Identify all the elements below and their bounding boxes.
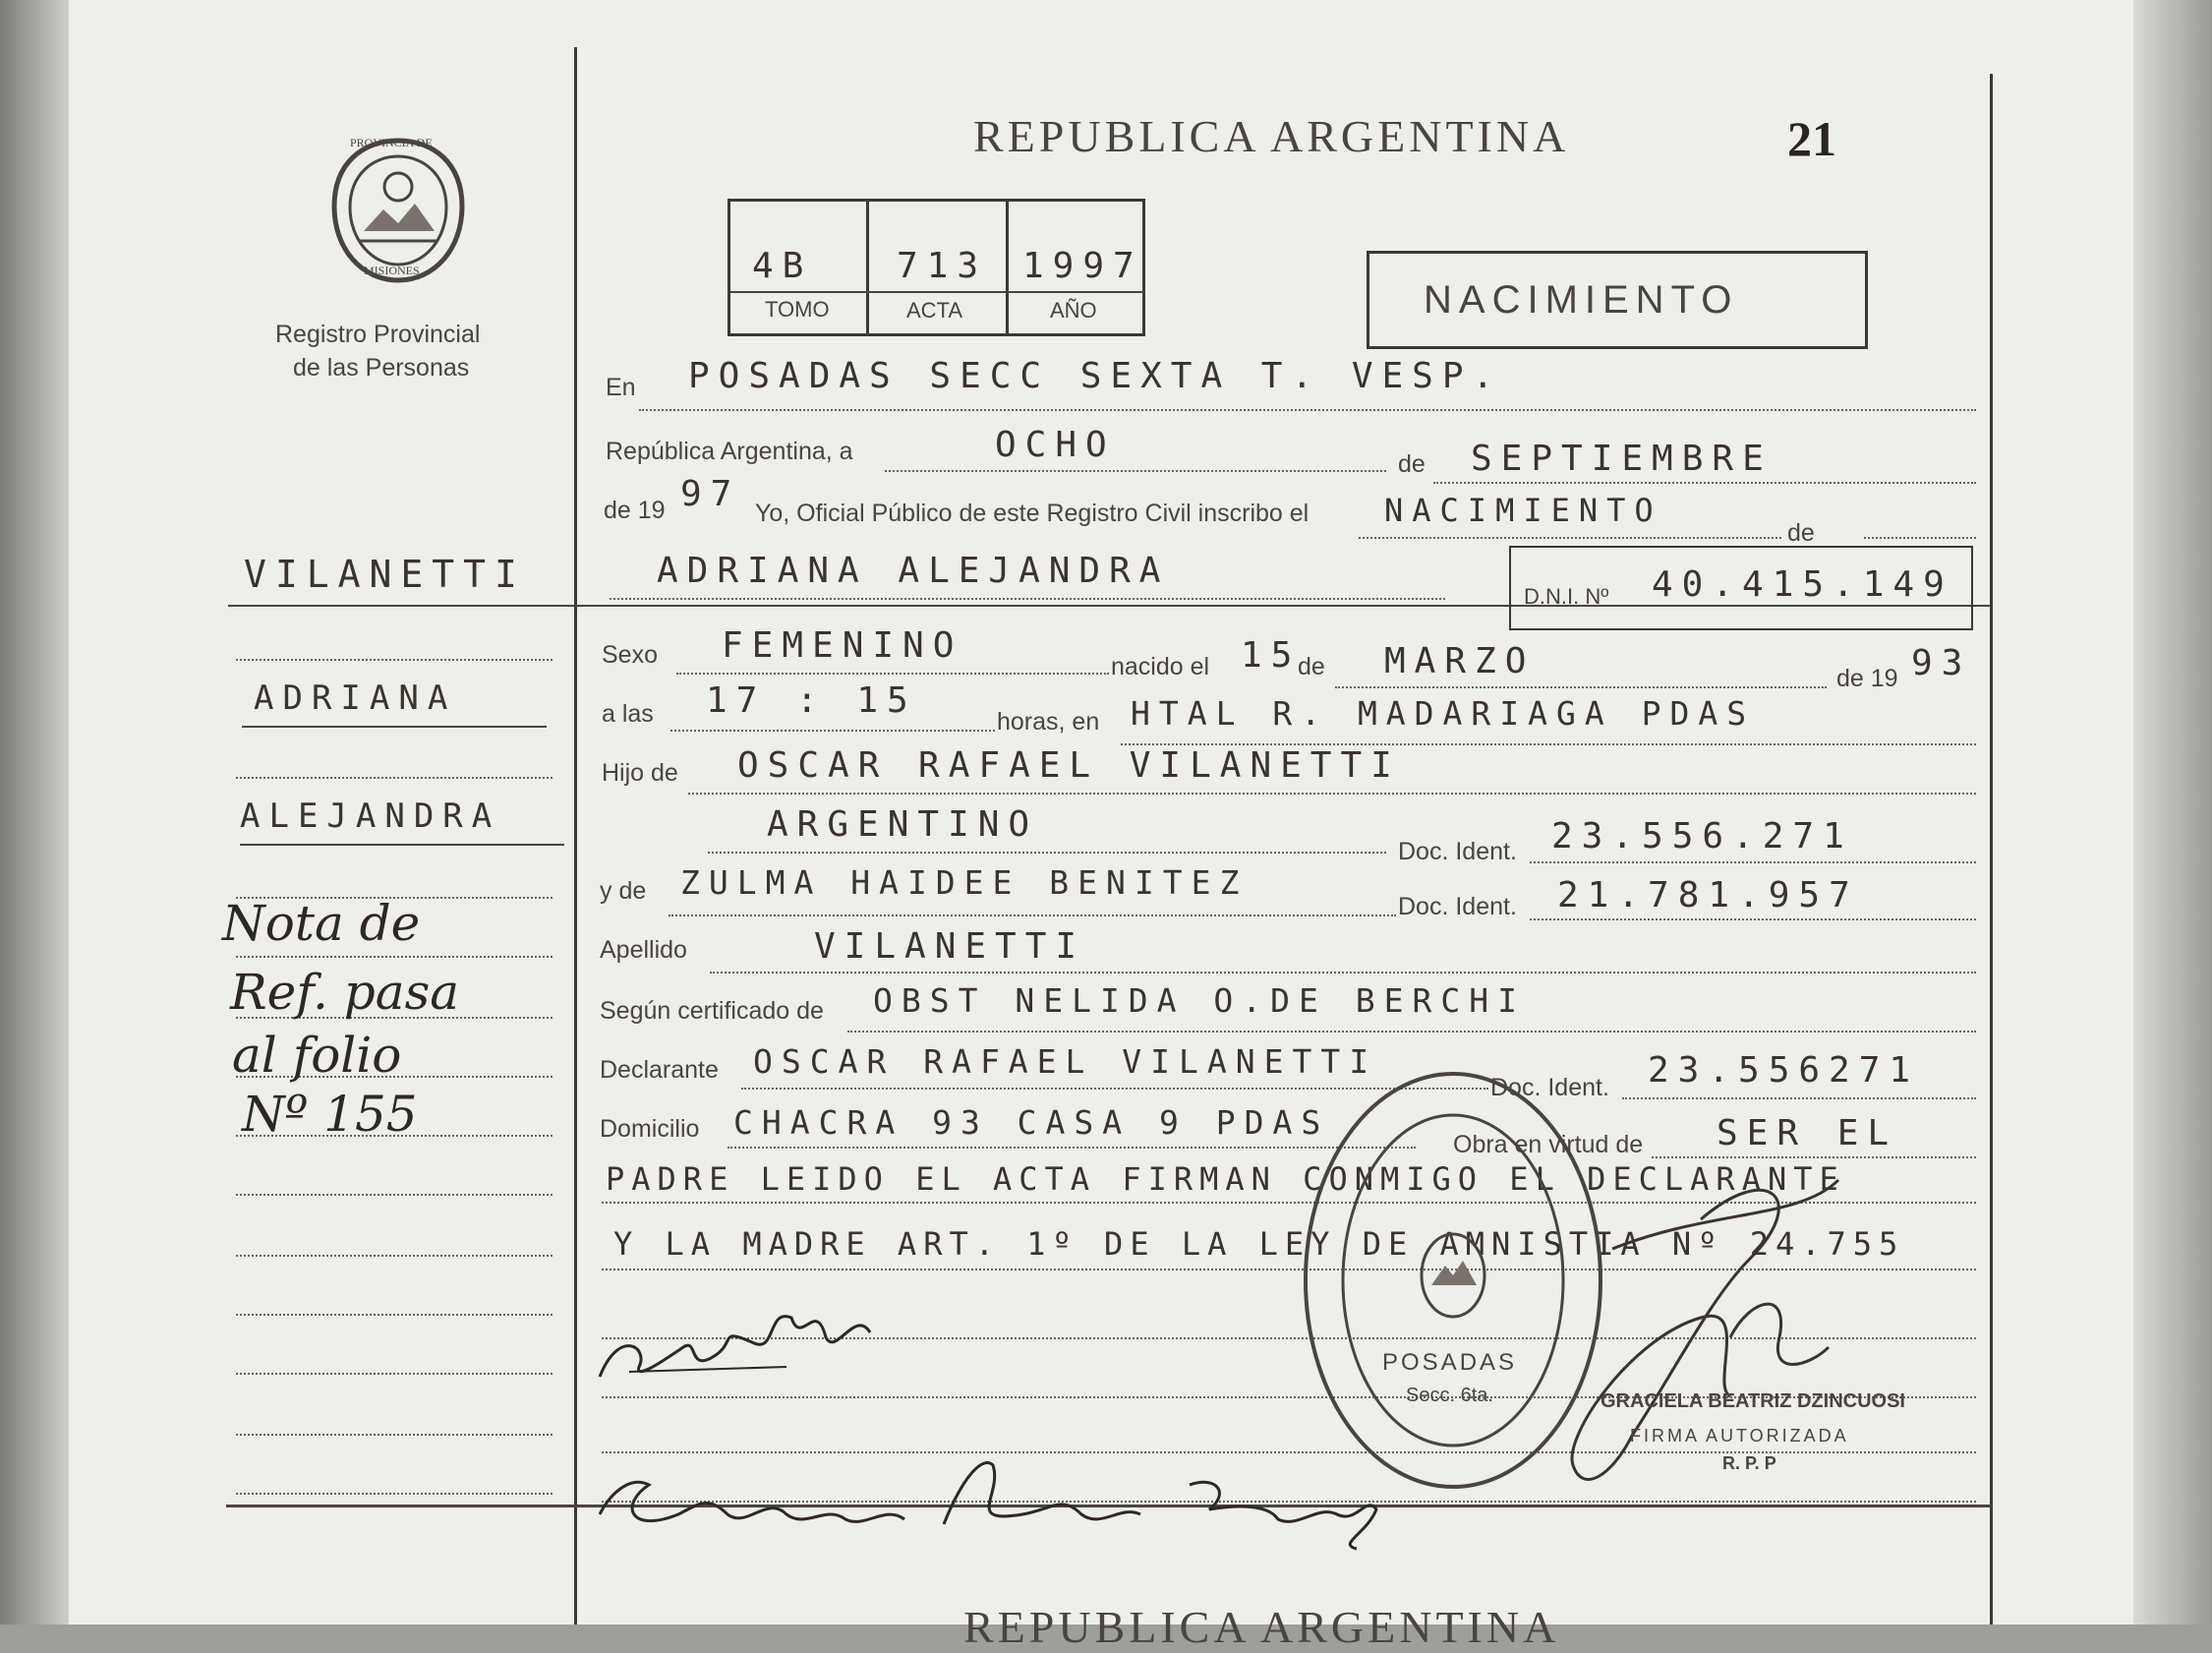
- official-name: GRACIELA BEATRIZ DZINCUOSI: [1601, 1390, 1905, 1412]
- obra-value: SER EL: [1717, 1113, 1898, 1153]
- domicilio-label: Domicilio: [600, 1115, 700, 1143]
- next-form-title: REPUBLICA ARGENTINA: [963, 1602, 1560, 1652]
- declarante-label: Declarante: [600, 1056, 719, 1084]
- record-box-divider: [1006, 199, 1009, 336]
- dotted-line: [1530, 861, 1976, 863]
- dotted-line: [610, 598, 1445, 600]
- padre-doc: 23.556.271: [1551, 816, 1853, 856]
- dotted-line: [236, 1314, 553, 1316]
- apellido-value: VILANETTI: [814, 926, 1086, 967]
- anio-registro: 97: [680, 474, 741, 514]
- nacido-label: nacido el: [1111, 653, 1210, 680]
- alas-label: a las: [602, 700, 654, 728]
- page-number: 21: [1787, 111, 1836, 166]
- padre-value: OSCAR RAFAEL VILANETTI: [737, 745, 1401, 786]
- sexo-value: FEMENINO: [722, 625, 963, 666]
- dotted-line: [1335, 686, 1827, 688]
- margin-nombre2: ALEJANDRA: [240, 797, 501, 836]
- dotted-line: [236, 777, 553, 779]
- dotted-line: [236, 1373, 553, 1375]
- declarante-signature: [590, 1288, 885, 1396]
- margin-nota-3: al folio: [232, 1027, 402, 1084]
- seal-bottom-text: MISIONES: [364, 264, 420, 277]
- hora-value: 17 : 15: [706, 680, 917, 721]
- margin-nota-4: Nº 155: [242, 1086, 418, 1143]
- official-org: R. P. P: [1722, 1453, 1776, 1473]
- observaciones-line1: PADRE LEIDO EL ACTA FIRMAN CONMIGO EL DECLARANTE: [606, 1160, 1845, 1198]
- registry-name-line2: de las Personas: [293, 354, 470, 382]
- document-type: NACIMIENTO: [1424, 278, 1739, 322]
- dotted-line: [708, 852, 1386, 854]
- mes-value: SEPTIEMBRE: [1471, 439, 1773, 479]
- margin-apellido: VILANETTI: [244, 553, 526, 596]
- dia-value: OCHO: [995, 425, 1116, 465]
- margin-underline: [240, 844, 564, 846]
- declarante-doc: 23.556271: [1648, 1050, 1920, 1091]
- lugar-value: HTAL R. MADARIAGA PDAS: [1131, 694, 1756, 733]
- dotted-line: [670, 730, 995, 732]
- margin-nota-1: Nota de: [222, 895, 421, 952]
- margin-divider: [574, 47, 577, 1624]
- nac-anio: 93: [1911, 643, 1972, 683]
- dotted-line: [688, 793, 1976, 795]
- registry-name-line1: Registro Provincial: [275, 321, 481, 348]
- dotted-line: [710, 972, 1976, 974]
- nac-dia: 15: [1241, 635, 1302, 676]
- domicilio-value: CHACRA 93 CASA 9 PDAS: [733, 1103, 1330, 1142]
- tomo-value: 4B: [752, 246, 813, 286]
- dotted-line: [236, 1194, 553, 1196]
- obra-label: Obra en virtud de: [1453, 1131, 1644, 1158]
- record-box-divider: [866, 199, 869, 336]
- dotted-line: [236, 1255, 553, 1257]
- binding-shadow: [0, 0, 69, 1624]
- dotted-line: [847, 1031, 1976, 1033]
- margin-nombre1: ADRIANA: [254, 679, 457, 718]
- yde-label: y de: [600, 877, 647, 905]
- en-value: POSADAS SECC SEXTA T. VESP.: [688, 356, 1503, 396]
- anio-label: AÑO: [1050, 298, 1097, 323]
- certificado-value: OBST NELIDA O.DE BERCHI: [873, 981, 1526, 1020]
- country-title: REPUBLICA ARGENTINA: [973, 111, 1570, 161]
- page-edge: [2133, 0, 2212, 1624]
- de3-label: de: [1298, 653, 1325, 680]
- doc3-label: Doc. Ident.: [1490, 1074, 1609, 1101]
- apellido-label: Apellido: [600, 936, 687, 964]
- dotted-line: [236, 956, 553, 958]
- margin-rule: [228, 605, 574, 607]
- seal-top-text: PROVINCIA DE: [350, 136, 433, 149]
- hijo-label: Hijo de: [602, 759, 678, 787]
- de19-label: de 19: [1836, 665, 1898, 692]
- dotted-line: [1359, 537, 1781, 539]
- stamp-city: POSADAS: [1382, 1349, 1518, 1376]
- acta-label: ACTA: [906, 298, 963, 323]
- dotted-line: [669, 915, 1396, 916]
- en-label: En: [606, 374, 636, 401]
- observaciones-line2: Y LA MADRE ART. 1º DE LA LEY DE AMNISTIA Nº 24.755: [613, 1225, 1905, 1263]
- republica-label: República Argentina, a: [606, 438, 853, 465]
- anio-prefix: de 19: [604, 497, 666, 524]
- madre-value: ZULMA HAIDEE BENITEZ: [680, 863, 1249, 902]
- dni-value: 40.415.149: [1652, 564, 1953, 605]
- dotted-line: [236, 1434, 553, 1436]
- margin-underline: [242, 726, 547, 728]
- dotted-line: [1864, 537, 1976, 539]
- segun-label: Según certificado de: [600, 997, 824, 1025]
- stamp-section: Secc. 6ta.: [1406, 1385, 1493, 1406]
- record-box-rule: [728, 291, 1145, 293]
- de-label: de: [1398, 450, 1426, 478]
- nombre-value: ADRIANA ALEJANDRA: [657, 551, 1170, 591]
- acta-value: 713: [897, 246, 988, 286]
- dni-label: D.N.I. Nº: [1524, 584, 1609, 609]
- dotted-line: [885, 470, 1386, 472]
- sexo-label: Sexo: [602, 641, 658, 669]
- dotted-line: [1622, 1097, 1976, 1099]
- anio-value: 1997: [1022, 246, 1143, 286]
- tomo-label: TOMO: [765, 297, 830, 322]
- dotted-line: [676, 673, 1109, 675]
- declarante-value: OSCAR RAFAEL VILANETTI: [753, 1042, 1378, 1081]
- horas-label: horas, en: [997, 708, 1100, 736]
- madre-doc: 21.781.957: [1557, 875, 1859, 915]
- padre-nacionalidad: ARGENTINO: [767, 804, 1039, 845]
- madre-signature: [590, 1436, 1396, 1554]
- official-role: FIRMA AUTORIZADA: [1630, 1426, 1849, 1446]
- right-border: [1990, 74, 1993, 1624]
- dotted-line: [1530, 918, 1976, 920]
- nac-mes: MARZO: [1384, 641, 1536, 681]
- doc2-label: Doc. Ident.: [1398, 893, 1517, 920]
- dotted-line: [639, 409, 1976, 411]
- margin-nota-2: Ref. pasa: [230, 964, 460, 1021]
- dotted-line: [1433, 482, 1976, 484]
- dotted-line: [236, 1493, 553, 1495]
- oficial-text: Yo, Oficial Público de este Registro Civil inscribo el: [755, 500, 1310, 527]
- de2-label: de: [1787, 519, 1815, 547]
- doc1-label: Doc. Ident.: [1398, 838, 1517, 865]
- acto-value: NACIMIENTO: [1384, 492, 1662, 529]
- dotted-line: [236, 659, 553, 661]
